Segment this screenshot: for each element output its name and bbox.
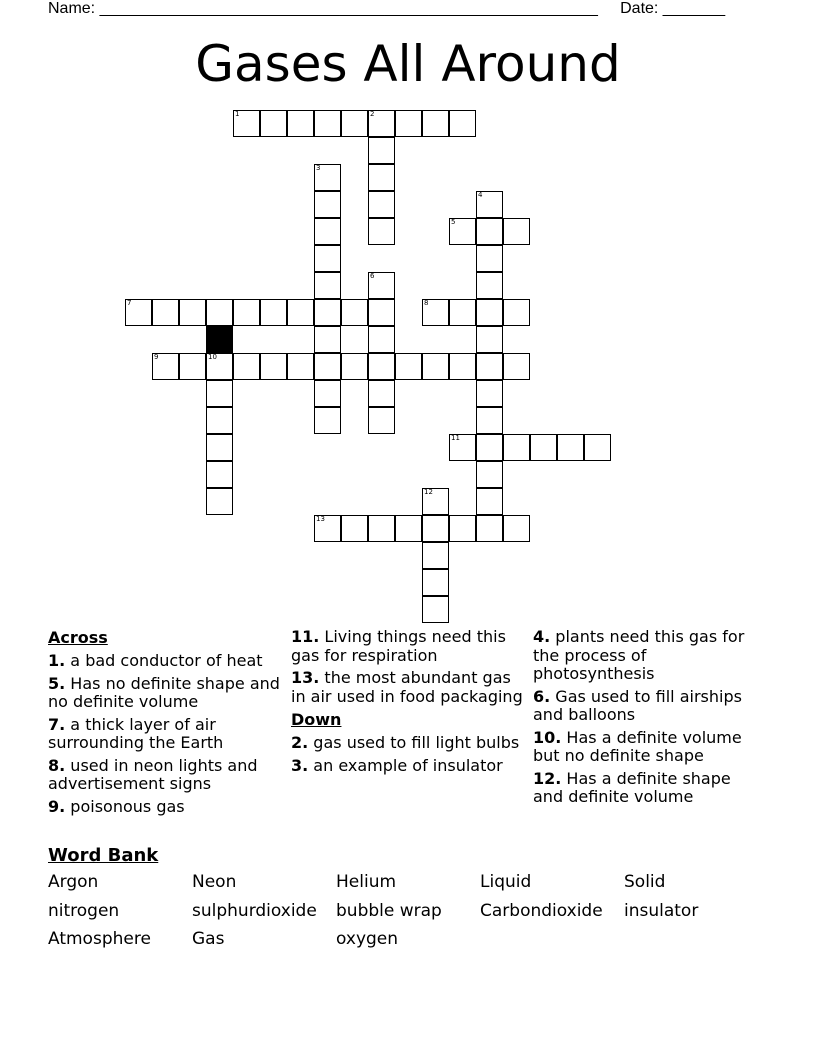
grid-cell[interactable]: [233, 353, 260, 380]
word-bank-item: Argon: [48, 872, 99, 892]
clue-number: 3: [316, 164, 321, 172]
grid-cell[interactable]: [449, 353, 476, 380]
grid-cell[interactable]: [206, 299, 233, 326]
clue-number: 11: [451, 434, 460, 442]
grid-cell[interactable]: [368, 515, 395, 542]
grid-cell[interactable]: [476, 299, 503, 326]
clue-num: 13.: [291, 668, 320, 687]
clue: [48, 716, 280, 753]
word-bank-item: nitrogen: [48, 901, 120, 921]
grid-cell[interactable]: [260, 110, 287, 137]
grid-cell[interactable]: [152, 353, 179, 380]
grid-cell[interactable]: [314, 218, 341, 245]
clue-text: Has a definite shape and definite volume: [533, 768, 731, 806]
word-bank-item: oxygen: [336, 929, 399, 949]
word-bank-item: bubble wrap: [336, 901, 442, 921]
clue-text: Has a definite volume but no definite shape: [533, 727, 742, 765]
clue: [48, 652, 280, 671]
word-bank-item: Helium: [336, 872, 397, 892]
grid-cell[interactable]: [395, 515, 422, 542]
black-cell: [206, 326, 233, 353]
clues-column-2: [291, 628, 523, 779]
grid-cell[interactable]: [206, 461, 233, 488]
grid-cell[interactable]: [368, 137, 395, 164]
grid-cell[interactable]: [206, 434, 233, 461]
grid-cell[interactable]: [449, 218, 476, 245]
clue-number: 6: [370, 272, 375, 280]
word-bank-item: Liquid: [480, 872, 532, 892]
clue-num: 11.: [291, 627, 320, 646]
grid-cell[interactable]: [314, 299, 341, 326]
grid-cell[interactable]: [422, 299, 449, 326]
clue-text: Living things need this gas for respiration: [291, 627, 506, 665]
grid-cell[interactable]: [341, 515, 368, 542]
grid-cell[interactable]: [476, 218, 503, 245]
grid-cell[interactable]: [314, 191, 341, 218]
grid-cell[interactable]: [206, 407, 233, 434]
grid-cell[interactable]: [341, 299, 368, 326]
page-title: Gases All Around: [195, 35, 621, 93]
clue-num: 10.: [533, 727, 562, 747]
clue-num: 4.: [533, 627, 551, 646]
clue: [291, 757, 523, 776]
grid-cell[interactable]: [314, 407, 341, 434]
grid-cell[interactable]: [341, 110, 368, 137]
grid-cell[interactable]: [125, 299, 152, 326]
grid-cell[interactable]: [179, 353, 206, 380]
grid-cell[interactable]: [179, 299, 206, 326]
clue-num: 1.: [48, 651, 66, 670]
clue-text: the most abundant gas in air used in food packaging: [291, 668, 523, 706]
grid-cell[interactable]: [503, 353, 530, 380]
grid-cell[interactable]: [206, 353, 233, 380]
grid-cell[interactable]: [368, 299, 395, 326]
clue-num: 6.: [533, 686, 551, 706]
grid-cell[interactable]: [449, 515, 476, 542]
grid-cell[interactable]: [476, 407, 503, 434]
clue: [533, 688, 765, 725]
grid-cell[interactable]: [503, 434, 530, 461]
word-bank-heading: Word Bank: [48, 845, 159, 866]
clue-num: 12.: [533, 768, 562, 788]
grid-cell[interactable]: [152, 299, 179, 326]
grid-cell[interactable]: [422, 542, 449, 569]
grid-cell[interactable]: [476, 515, 503, 542]
grid-cell[interactable]: [260, 353, 287, 380]
clue-text: Gas used to fill airships and balloons: [533, 686, 742, 724]
grid-cell[interactable]: [476, 353, 503, 380]
word-bank-item: Carbondioxide: [480, 901, 603, 921]
word-bank-item: Neon: [192, 872, 237, 892]
grid-cell[interactable]: [260, 299, 287, 326]
clue-text: used in neon lights and advertisement signs: [48, 755, 258, 793]
clue: [533, 770, 765, 807]
word-bank-item: Solid: [624, 872, 666, 892]
across-heading: Across: [48, 628, 108, 647]
word-bank-item: Atmosphere: [48, 929, 151, 949]
clue: [48, 675, 280, 712]
word-bank-item: sulphurdioxide: [192, 901, 317, 921]
grid-cell[interactable]: [368, 407, 395, 434]
grid-cell[interactable]: [314, 515, 341, 542]
clue-number: 1: [235, 110, 240, 118]
grid-cell[interactable]: [530, 434, 557, 461]
grid-cell[interactable]: [368, 326, 395, 353]
grid-cell[interactable]: [476, 326, 503, 353]
grid-cell[interactable]: [422, 515, 449, 542]
grid-cell[interactable]: [368, 380, 395, 407]
clue-text: a bad conductor of heat: [65, 651, 263, 670]
clue: [48, 798, 280, 817]
grid-cell[interactable]: [476, 191, 503, 218]
clue: [291, 734, 523, 753]
grid-cell[interactable]: [476, 380, 503, 407]
grid-cell[interactable]: [368, 164, 395, 191]
grid-cell[interactable]: [368, 353, 395, 380]
grid-cell[interactable]: [314, 380, 341, 407]
grid-cell[interactable]: [422, 353, 449, 380]
grid-cell[interactable]: [233, 299, 260, 326]
clue-text: a thick layer of air surrounding the Earth: [48, 714, 224, 752]
grid-cell[interactable]: [503, 299, 530, 326]
grid-cell[interactable]: [368, 191, 395, 218]
grid-cell[interactable]: [395, 353, 422, 380]
grid-cell[interactable]: [449, 434, 476, 461]
clue: [291, 669, 523, 706]
clue-num: 2.: [291, 733, 309, 752]
clue-number: 4: [478, 191, 483, 199]
grid-cell[interactable]: [368, 272, 395, 299]
grid-cell[interactable]: [422, 569, 449, 596]
grid-cell[interactable]: [314, 326, 341, 353]
grid-cell[interactable]: [449, 110, 476, 137]
name-date-line: Name: ________________________________________________________ Date: _______: [48, 0, 726, 17]
clue: [291, 628, 523, 665]
clue-number: 5: [451, 218, 456, 226]
clue-num: 7.: [48, 714, 66, 734]
grid-cell[interactable]: [368, 218, 395, 245]
clue: [533, 628, 765, 684]
clue-num: 3.: [291, 755, 309, 775]
grid-cell[interactable]: [422, 110, 449, 137]
grid-cell[interactable]: [368, 110, 395, 137]
clues-column-1: [48, 628, 280, 820]
clue: [48, 757, 280, 794]
grid-cell[interactable]: [476, 488, 503, 515]
clue-text: plants need this gas for the process of photosynthesis: [533, 627, 745, 683]
clue-number: 12: [424, 488, 433, 496]
grid-cell[interactable]: [206, 488, 233, 515]
grid-cell[interactable]: [584, 434, 611, 461]
grid-cell[interactable]: [395, 110, 422, 137]
clue-text: gas used to fill light bulbs: [308, 733, 520, 752]
grid-cell[interactable]: [557, 434, 584, 461]
grid-cell[interactable]: [503, 515, 530, 542]
grid-cell[interactable]: [314, 164, 341, 191]
clue-text: poisonous gas: [65, 796, 185, 816]
grid-cell[interactable]: [287, 353, 314, 380]
clue-num: 9.: [48, 796, 66, 816]
word-bank-item: Gas: [192, 929, 225, 949]
clue-text: an example of insulator: [308, 755, 503, 775]
grid-cell[interactable]: [476, 272, 503, 299]
clue: [533, 729, 765, 766]
down-heading: Down: [291, 710, 342, 729]
clue-number: 9: [154, 353, 159, 361]
grid-cell[interactable]: [449, 299, 476, 326]
clue-text: Has no definite shape and no definite volume: [48, 673, 280, 711]
grid-cell[interactable]: [422, 596, 449, 623]
grid-cell[interactable]: [314, 245, 341, 272]
grid-cell[interactable]: [206, 380, 233, 407]
clue-num: 8.: [48, 755, 66, 775]
clue-number: 13: [316, 515, 325, 523]
grid-cell[interactable]: [287, 110, 314, 137]
grid-cell[interactable]: [341, 353, 368, 380]
grid-cell[interactable]: [314, 353, 341, 380]
grid-cell[interactable]: [233, 110, 260, 137]
clue-number: 2: [370, 110, 375, 118]
clue-number: 8: [424, 299, 429, 307]
grid-cell[interactable]: [503, 218, 530, 245]
clue-number: 7: [127, 299, 132, 307]
grid-cell[interactable]: [422, 488, 449, 515]
clues-column-3: [533, 628, 765, 811]
grid-cell[interactable]: [287, 299, 314, 326]
grid-cell[interactable]: [314, 110, 341, 137]
grid-cell[interactable]: [314, 272, 341, 299]
word-bank-item: insulator: [624, 901, 699, 921]
grid-cell[interactable]: [476, 434, 503, 461]
grid-cell[interactable]: [476, 461, 503, 488]
clue-num: 5.: [48, 673, 66, 693]
grid-cell[interactable]: [476, 245, 503, 272]
clue-number: 10: [208, 353, 217, 361]
